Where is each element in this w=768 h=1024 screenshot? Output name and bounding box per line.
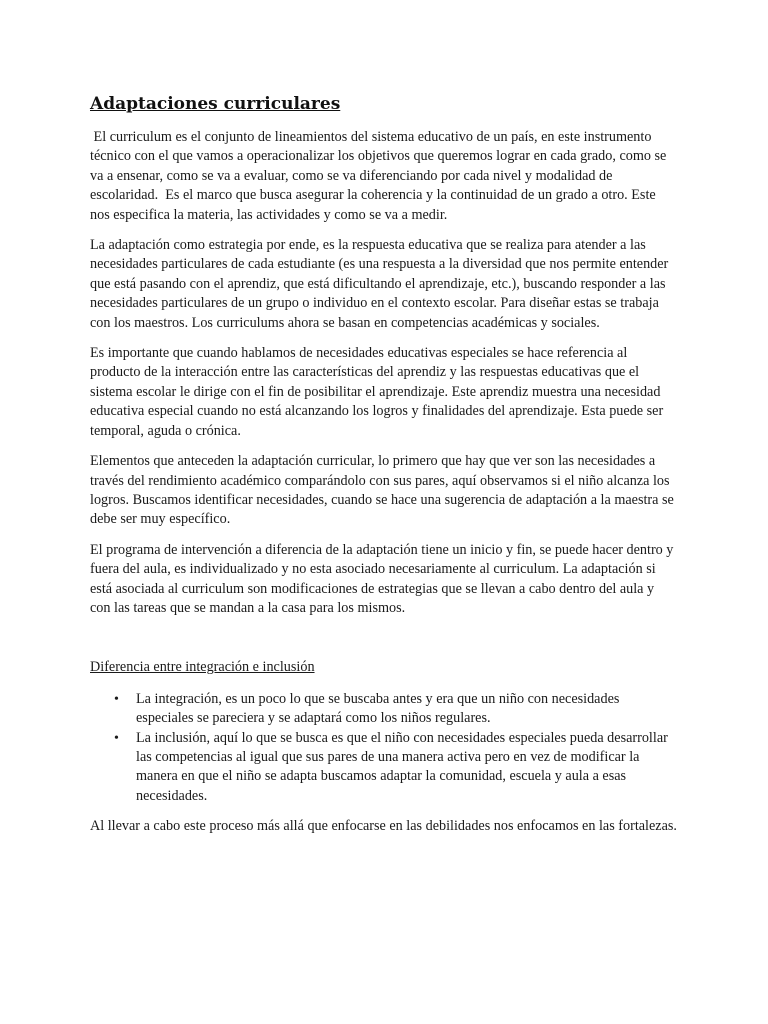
section-heading: Diferencia entre integración e inclusión: [90, 659, 315, 676]
list-item-text: La inclusión, aquí lo que se busca es que el niño con necesidades especiales pueda desarrollar las competencias al igual que sus pares de una manera activa pero en vez de modificar la manera en que el niño se adapta buscamos adaptar la comunidad, escuela y aula a esas necesidades.: [136, 729, 668, 804]
blank-line: [90, 629, 678, 658]
document-title: Adaptaciones curriculares: [90, 94, 341, 114]
bullet-icon: •: [114, 730, 119, 746]
list-item-text: La integración, es un poco lo que se buscaba antes y era que un niño con necesidades especiales se pareciera y se adaptará como los niños regulares.: [136, 690, 620, 727]
paragraph-adaptacion: La adaptación como estrategia por ende, es la respuesta educativa que se realiza para atender a las necesidades particulares de cada estudiante (es una respuesta a la diversidad que nos permite entender que está pasando con el aprendiz, que está dificultando el aprendizaje, etc.), buscando responder a las necesidades particulares de un grupo o individuo en el contexto escolar. Para diseñar estas se trabaja con los maestros. Los curriculums ahora se basan en competencias académicas y sociales.: [90, 237, 669, 331]
list-item: [90, 690, 678, 729]
document-page: [90, 92, 678, 848]
paragraph-programa: El programa de intervención a diferencia de la adaptación tiene un inicio y fin, se puede hacer dentro y fuera del aula, es individualizado y no esta asociado necesariamente al curriculum. La adaptación si está asociada al curriculum son modificaciones de estrategias que se llevan a cabo dentro del aula y con las tareas que se mandan a la casa para los mismos.: [90, 541, 674, 616]
paragraph-elementos: Elementos que anteceden la adaptación curricular, lo primero que hay que ver son las necesidades a través del rendimiento académico comparándolo con sus pares, aquí observamos si el niño alcanza los logros. Buscamos identificar necesidades, cuando se hace una sugerencia de adaptación a la maestra se debe ser muy específico.: [90, 453, 674, 528]
list-item: [90, 729, 678, 807]
bullet-icon: •: [114, 691, 119, 707]
bullet-list: [90, 690, 678, 806]
paragraph-closing: Al llevar a cabo este proceso más allá que enfocarse en las debilidades nos enfocamos en las fortalezas.: [90, 818, 677, 835]
paragraph-curriculum: El curriculum es el conjunto de lineamientos del sistema educativo de un país, en este instrumento técnico con el que vamos a operacionalizar los objetivos que queremos lograr en cada grado, como se va a ensenar, como se va a evaluar, como se va diferenciando por cada nivel y modalidad de escolaridad. Es el marco que busca asegurar la coherencia y la continuidad de un grado a otro. Este nos especifica la materia, las actividades y como se va a medir.: [90, 129, 670, 223]
paragraph-necesidades: Es importante que cuando hablamos de necesidades educativas especiales se hace referencia al producto de la interacción entre las características del aprendiz y las respuestas educativas que el sistema escolar le dirige con el fin de posibilitar el aprendizaje. Este aprendiz muestra una necesidad educativa especial cuando no está alcanzando los logros y finalidades del aprendizaje. Esta puede ser temporal, aguda o crónica.: [90, 345, 664, 439]
